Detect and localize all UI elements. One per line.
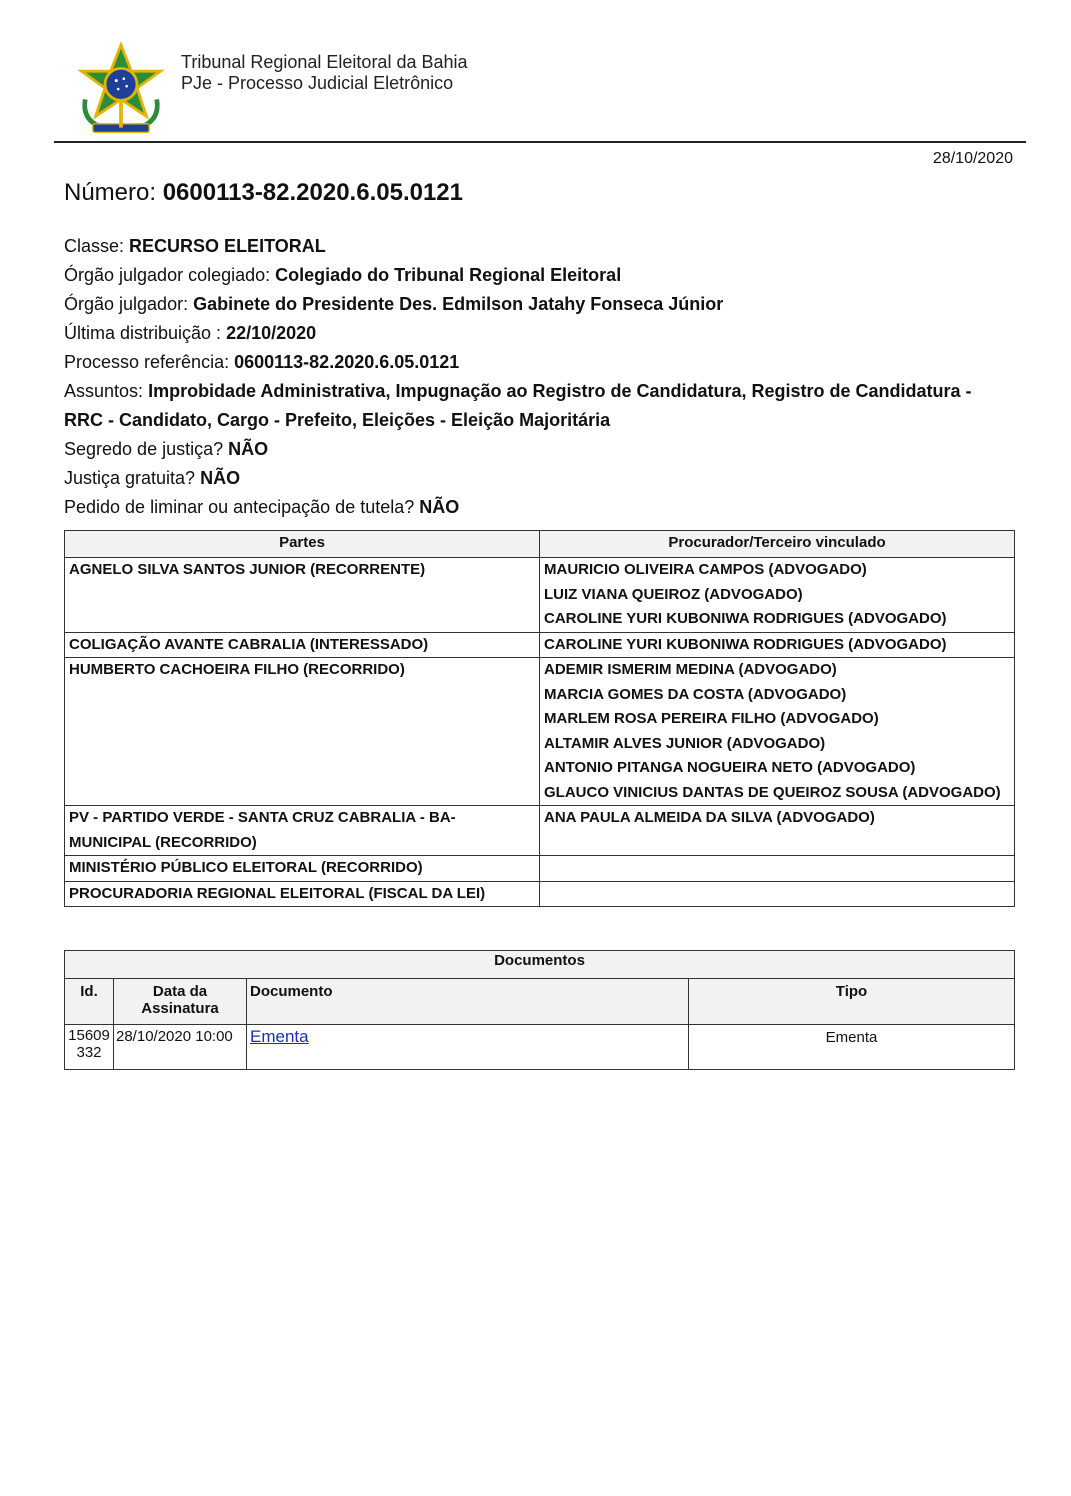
field-value: 0600113-82.2020.6.05.0121 [234, 352, 460, 372]
table-row [65, 658, 1015, 806]
process-number-label: Número: [64, 179, 157, 206]
partes-header-row [65, 531, 1015, 558]
procurador-name: MARCIA GOMES DA COSTA (ADVOGADO) [544, 685, 847, 703]
procurador-name: LUIZ VIANA QUEIROZ (ADVOGADO) [544, 585, 803, 603]
coat-of-arms-icon [74, 40, 168, 140]
field-label: Última distribuição : [64, 323, 222, 343]
field-value: NÃO [228, 439, 269, 459]
field-orgao-colegiado [64, 261, 1014, 290]
field-justica-gratuita [64, 464, 1014, 493]
field-label: Justiça gratuita? [64, 468, 196, 488]
print-date: 28/10/2020 [932, 150, 1013, 167]
documentos-title: Documentos [65, 951, 1015, 979]
field-label: Assuntos: [64, 381, 144, 401]
field-value: Improbidade Administrativa, Impugnação ao Registro de Candidatura, Registro de Candidatura - RRC - Candidato, Cargo - Prefeito, Eleições - Eleição Majoritária [64, 381, 972, 430]
procurador-cell [540, 558, 1015, 633]
field-label: Classe: [64, 236, 125, 256]
field-processo-referencia [64, 348, 1014, 377]
procurador-name: ADEMIR ISMERIM MEDINA (ADVOGADO) [544, 661, 837, 678]
procurador-cell [540, 658, 1015, 806]
parte-cell [65, 558, 540, 633]
procurador-name: GLAUCO VINICIUS DANTAS DE QUEIROZ SOUSA (ADVOGADO) [544, 783, 1001, 801]
header-tipo: Tipo [689, 979, 1015, 1025]
doc-tipo: Ementa [689, 1025, 1015, 1070]
parte-name: PROCURADORIA REGIONAL ELEITORAL (FISCAL DA LEI) [69, 884, 486, 902]
org-line-2: PJe - Processo Judicial Eletrônico [181, 73, 454, 93]
parte-cell [65, 632, 540, 658]
parte-name: MINISTÉRIO PÚBLICO ELEITORAL (RECORRIDO) [69, 859, 423, 876]
doc-data-assinatura: 28/10/2020 10:00 [114, 1025, 247, 1070]
ementa-link[interactable]: Ementa [250, 1027, 309, 1046]
field-pedido-liminar [64, 493, 1014, 522]
procurador-name: ALTAMIR ALVES JUNIOR (ADVOGADO) [544, 734, 826, 752]
field-segredo-justica [64, 435, 1014, 464]
field-value: 22/10/2020 [226, 323, 317, 343]
header-partes: Partes [65, 531, 540, 558]
field-value: NÃO [200, 468, 241, 488]
procurador-cell [540, 806, 1015, 856]
field-label: Pedido de liminar ou antecipação de tutela? [64, 497, 415, 517]
process-number-value: 0600113-82.2020.6.05.0121 [162, 179, 463, 206]
field-label: Processo referência: [64, 352, 230, 372]
field-label: Segredo de justiça? [64, 439, 224, 459]
procurador-name: ANTONIO PITANGA NOGUEIRA NETO (ADVOGADO) [544, 759, 916, 776]
parte-name: COLIGAÇÃO AVANTE CABRALIA (INTERESSADO) [69, 635, 429, 653]
field-orgao-julgador [64, 290, 1014, 319]
header-id: Id. [65, 979, 114, 1025]
parte-name: AGNELO SILVA SANTOS JUNIOR (RECORRENTE) [69, 561, 426, 578]
parte-cell [65, 658, 540, 806]
field-assuntos [64, 377, 1014, 435]
parte-name: HUMBERTO CACHOEIRA FILHO (RECORRIDO) [69, 661, 405, 678]
procurador-name: CAROLINE YURI KUBONIWA RODRIGUES (ADVOGADO) [544, 610, 947, 627]
doc-id: 15609332 [65, 1025, 114, 1070]
parte-cell [65, 806, 540, 856]
header-divider [54, 141, 1026, 143]
procurador-cell [540, 632, 1015, 658]
procurador-name: ANA PAULA ALMEIDA DA SILVA (ADVOGADO) [544, 809, 875, 826]
field-value: Colegiado do Tribunal Regional Eleitoral [275, 265, 622, 285]
organization-name [181, 52, 468, 94]
field-classe [64, 232, 1014, 261]
table-row [65, 856, 1015, 882]
parte-cell [65, 856, 540, 882]
header-data-assinatura: Data da Assinatura [114, 979, 247, 1025]
table-row [65, 881, 1015, 907]
header-documento: Documento [247, 979, 689, 1025]
documentos-header-row [65, 979, 1015, 1025]
field-label: Órgão julgador: [64, 294, 189, 314]
table-row [65, 632, 1015, 658]
table-row [65, 558, 1015, 633]
documentos-table [64, 950, 1015, 1070]
header-procurador: Procurador/Terceiro vinculado [540, 531, 1015, 558]
procurador-name: CAROLINE YURI KUBONIWA RODRIGUES (ADVOGADO) [544, 635, 947, 653]
partes-table [64, 530, 1015, 907]
procurador-name: MAURICIO OLIVEIRA CAMPOS (ADVOGADO) [544, 561, 867, 578]
parte-cell [65, 881, 540, 907]
documentos-title-row [65, 951, 1015, 979]
document-header [54, 38, 1026, 142]
field-label: Órgão julgador colegiado: [64, 265, 271, 285]
doc-documento-cell [247, 1025, 689, 1070]
procurador-cell [540, 856, 1015, 882]
field-ultima-distribuicao [64, 319, 1014, 348]
procurador-name: MARLEM ROSA PEREIRA FILHO (ADVOGADO) [544, 710, 879, 727]
procurador-cell [540, 881, 1015, 907]
table-row [65, 806, 1015, 856]
table-row [65, 1025, 1015, 1070]
field-value: RECURSO ELEITORAL [129, 236, 326, 256]
field-value: NÃO [419, 497, 460, 517]
field-value: Gabinete do Presidente Des. Edmilson Jatahy Fonseca Júnior [193, 294, 724, 314]
process-number [64, 179, 463, 207]
process-details [64, 232, 1014, 522]
org-line-1: Tribunal Regional Eleitoral da Bahia [181, 52, 468, 72]
parte-name: PV - PARTIDO VERDE - SANTA CRUZ CABRALIA - BA-MUNICIPAL (RECORRIDO) [69, 809, 456, 851]
